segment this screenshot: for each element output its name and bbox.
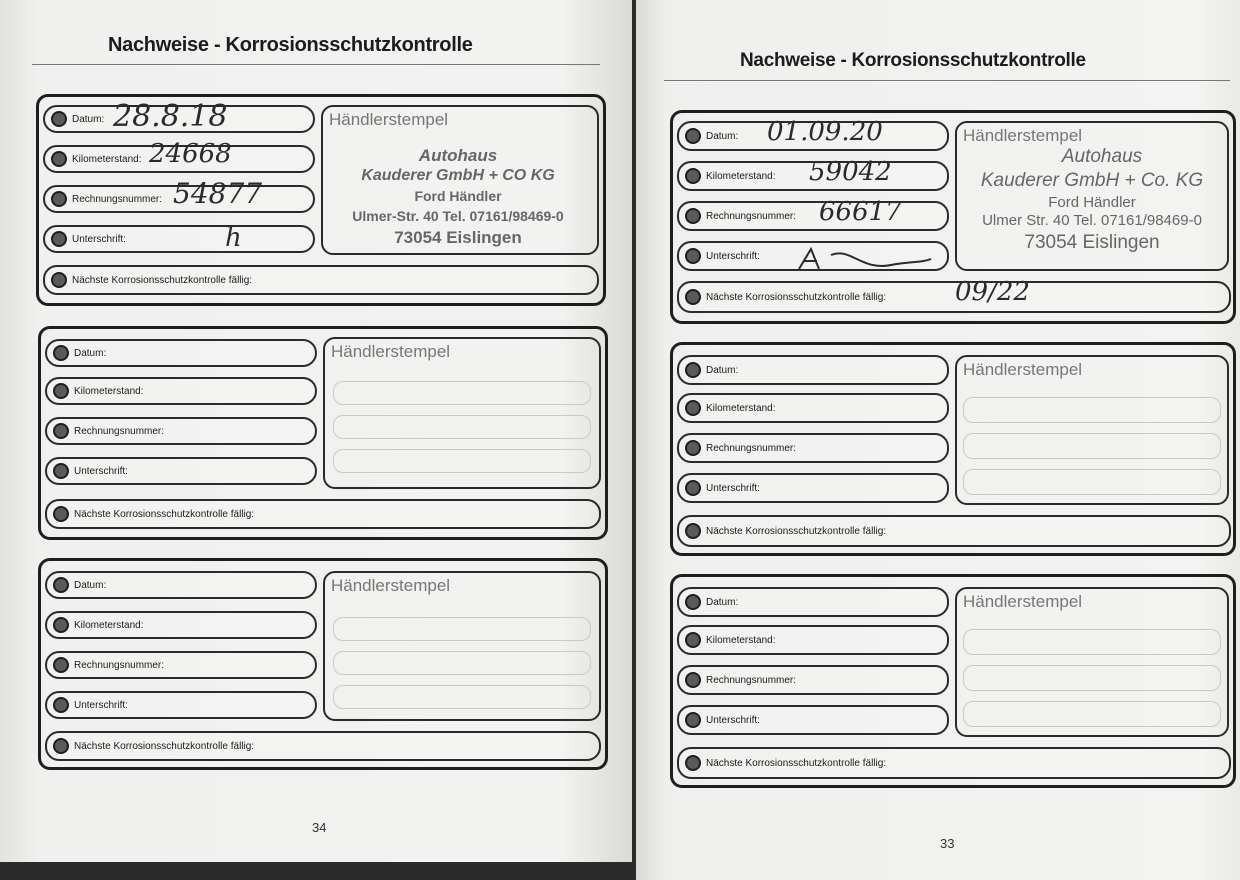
haendlerstempel-box [323, 571, 601, 721]
datum-label: Datum: [706, 364, 739, 376]
stamp-line: Ford Händler [1048, 194, 1136, 211]
signature: h [225, 223, 242, 253]
rechnungsnummer-field[interactable] [45, 417, 317, 445]
rechnungsnummer-field[interactable] [677, 197, 949, 231]
bullet-icon [685, 128, 701, 144]
kilometerstand-field[interactable] [45, 377, 317, 405]
stamp-line: 73054 Eislingen [394, 228, 522, 247]
faellig-value: 09/22 [955, 277, 1030, 307]
stamp-title: Händlerstempel [963, 360, 1083, 379]
page-number: 33 [940, 836, 955, 851]
record-block [670, 574, 1236, 788]
record-block [36, 94, 606, 306]
show-through-field [333, 617, 591, 641]
stamp-line: Ford Händler [414, 188, 502, 204]
unterschrift-field[interactable] [677, 473, 949, 503]
page-number: 34 [312, 820, 327, 835]
page-right [636, 0, 1240, 880]
rechnungsnummer-label: Rechnungsnummer: [72, 193, 163, 205]
datum-field[interactable] [45, 571, 317, 599]
show-through-field [963, 469, 1221, 495]
rechnungsnummer-field[interactable] [45, 651, 317, 679]
record-block [38, 326, 608, 540]
datum-label: Datum: [72, 113, 105, 125]
show-through-field [333, 651, 591, 675]
rechnungsnummer-label: Rechnungsnummer: [706, 210, 797, 222]
stamp-line: Kauderer GmbH + CO KG [361, 167, 555, 184]
rechnungsnummer-field[interactable] [677, 433, 949, 463]
kilometerstand-label: Kilometerstand: [706, 402, 776, 414]
unterschrift-label: Unterschrift: [706, 482, 760, 494]
bullet-icon [53, 617, 69, 633]
page-left [0, 0, 632, 862]
bullet-icon [53, 345, 69, 361]
bullet-icon [685, 248, 701, 264]
stamp-line: Ulmer Str. 40 Tel. 07161/98469-0 [982, 212, 1202, 229]
bullet-icon [51, 191, 67, 207]
bullet-icon [685, 594, 701, 610]
datum-value: 01.09.20 [767, 117, 883, 147]
page-title: Nachweise - Korrosionsschutzkontrolle [740, 50, 1086, 71]
unterschrift-field[interactable] [677, 705, 949, 735]
bullet-icon [51, 231, 67, 247]
haendlerstempel-box [955, 121, 1229, 271]
stamp-title: Händlerstempel [963, 592, 1083, 611]
rechnungsnummer-field[interactable] [43, 177, 315, 213]
stamp-line: Kauderer GmbH + Co. KG [980, 170, 1204, 191]
show-through-field [963, 433, 1221, 459]
kilometerstand-field[interactable] [677, 393, 949, 423]
bullet-icon [53, 383, 69, 399]
datum-label: Datum: [706, 596, 739, 608]
faellig-field[interactable] [677, 277, 1231, 313]
bullet-icon [53, 506, 69, 522]
stamp-title: Händlerstempel [331, 576, 451, 595]
bullet-icon [53, 738, 69, 754]
stamp-line: Autohaus [418, 146, 498, 165]
unterschrift-field[interactable] [43, 225, 315, 253]
faellig-field[interactable] [43, 265, 599, 295]
show-through-field [963, 665, 1221, 691]
bullet-icon [685, 168, 701, 184]
unterschrift-label: Unterschrift: [706, 714, 760, 726]
faellig-label: Nächste Korrosionsschutzkontrolle fällig: [706, 291, 887, 303]
bullet-icon [685, 208, 701, 224]
show-through-field [963, 629, 1221, 655]
bullet-icon [51, 111, 67, 127]
unterschrift-label: Unterschrift: [706, 250, 760, 262]
bullet-icon [51, 272, 67, 288]
stamp-title: Händlerstempel [331, 342, 451, 361]
faellig-field[interactable] [45, 499, 601, 529]
signature [791, 245, 941, 273]
kilometerstand-field[interactable] [677, 157, 949, 191]
bullet-icon [685, 400, 701, 416]
datum-label: Datum: [74, 347, 107, 359]
bullet-icon [685, 289, 701, 305]
faellig-label: Nächste Korrosionsschutzkontrolle fällig: [72, 274, 253, 286]
bullet-icon [53, 423, 69, 439]
rechnungsnummer-value: 66617 [819, 197, 902, 227]
datum-field[interactable] [677, 587, 949, 617]
unterschrift-field[interactable] [677, 241, 949, 271]
datum-field[interactable] [677, 355, 949, 385]
bullet-icon [685, 440, 701, 456]
record-block [670, 342, 1236, 556]
page-title: Nachweise - Korrosionsschutzkontrolle [108, 34, 473, 56]
record-block [670, 110, 1236, 324]
bullet-icon [51, 151, 67, 167]
kilometerstand-label: Kilometerstand: [706, 170, 776, 182]
faellig-label: Nächste Korrosionsschutzkontrolle fällig: [74, 740, 255, 752]
bullet-icon [53, 463, 69, 479]
rechnungsnummer-value: 54877 [173, 177, 263, 210]
rechnungsnummer-label: Rechnungsnummer: [74, 425, 165, 437]
unterschrift-label: Unterschrift: [72, 233, 126, 245]
faellig-field[interactable] [677, 747, 1231, 779]
unterschrift-field[interactable] [45, 457, 317, 485]
datum-value: 28.8.18 [113, 99, 228, 134]
haendlerstempel-box [323, 337, 601, 489]
faellig-field[interactable] [677, 515, 1231, 547]
rechnungsnummer-label: Rechnungsnummer: [74, 659, 165, 671]
datum-field[interactable] [677, 117, 949, 151]
stamp-title: Händlerstempel [329, 110, 449, 129]
kilometerstand-label: Kilometerstand: [72, 153, 142, 165]
haendlerstempel-box [955, 587, 1229, 737]
bullet-icon [685, 672, 701, 688]
rechnungsnummer-label: Rechnungsnummer: [706, 442, 797, 454]
bullet-icon [685, 632, 701, 648]
show-through-field [333, 415, 591, 439]
kilometerstand-field[interactable] [43, 139, 315, 173]
kilometerstand-value: 24668 [149, 139, 232, 169]
stamp-line: Ulmer-Str. 40 Tel. 07161/98469-0 [352, 208, 564, 224]
kilometerstand-label: Kilometerstand: [706, 634, 776, 646]
datum-label: Datum: [74, 579, 107, 591]
haendlerstempel-box [321, 105, 599, 255]
kilometerstand-label: Kilometerstand: [74, 619, 144, 631]
kilometerstand-field[interactable] [45, 611, 317, 639]
bullet-icon [685, 480, 701, 496]
datum-label: Datum: [706, 130, 739, 142]
bullet-icon [53, 657, 69, 673]
rechnungsnummer-label: Rechnungsnummer: [706, 674, 797, 686]
show-through-field [963, 701, 1221, 727]
bullet-icon [685, 712, 701, 728]
title-rule [32, 64, 600, 65]
title-rule [664, 80, 1230, 81]
bullet-icon [685, 523, 701, 539]
stamp-line: 73054 Eislingen [1024, 232, 1160, 253]
faellig-label: Nächste Korrosionsschutzkontrolle fällig: [706, 757, 887, 769]
show-through-field [333, 685, 591, 709]
faellig-label: Nächste Korrosionsschutzkontrolle fällig: [74, 508, 255, 520]
haendlerstempel-box [955, 355, 1229, 505]
show-through-field [333, 449, 591, 473]
bullet-icon [53, 577, 69, 593]
kilometerstand-label: Kilometerstand: [74, 385, 144, 397]
unterschrift-label: Unterschrift: [74, 699, 128, 711]
datum-field[interactable] [43, 99, 315, 134]
show-through-field [333, 381, 591, 405]
datum-field[interactable] [45, 339, 317, 367]
record-block [38, 558, 608, 770]
show-through-field [963, 397, 1221, 423]
faellig-label: Nächste Korrosionsschutzkontrolle fällig: [706, 525, 887, 537]
stamp-title: Händlerstempel [963, 126, 1083, 145]
bullet-icon [685, 755, 701, 771]
unterschrift-field[interactable] [45, 691, 317, 719]
stamp-line: Autohaus [1061, 146, 1143, 167]
faellig-field[interactable] [45, 731, 601, 761]
kilometerstand-field[interactable] [677, 625, 949, 655]
unterschrift-label: Unterschrift: [74, 465, 128, 477]
bullet-icon [685, 362, 701, 378]
rechnungsnummer-field[interactable] [677, 665, 949, 695]
kilometerstand-value: 59042 [809, 157, 892, 187]
bullet-icon [53, 697, 69, 713]
